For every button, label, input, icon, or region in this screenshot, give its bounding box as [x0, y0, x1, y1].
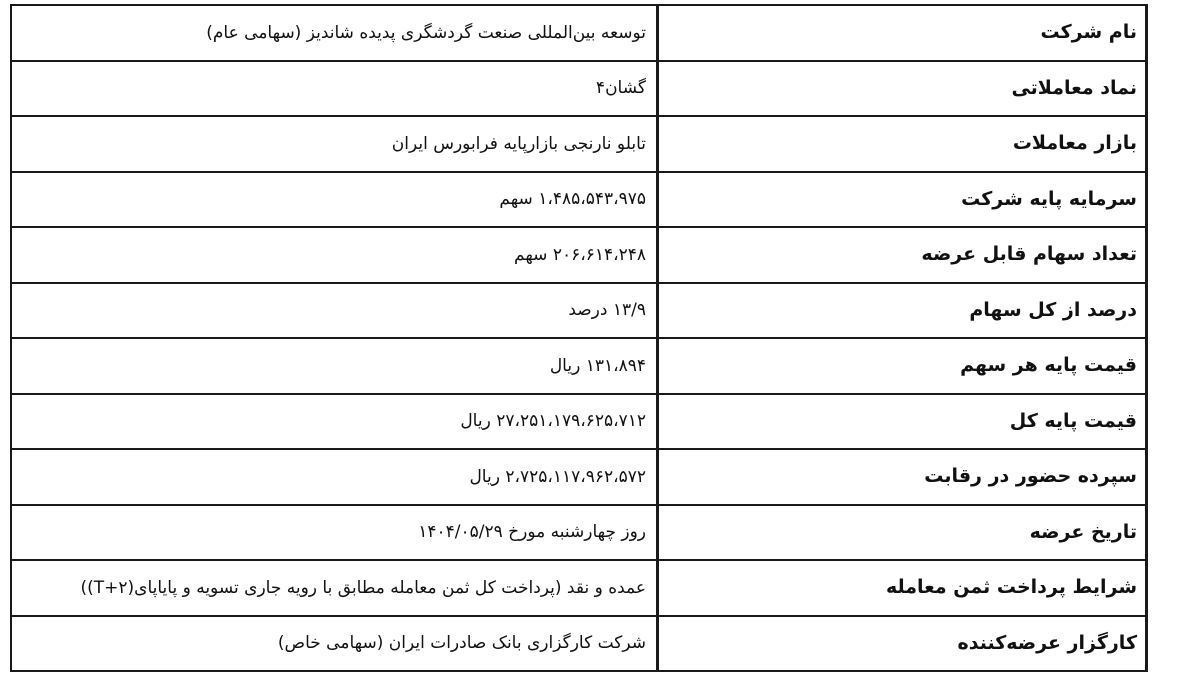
row-value: ۱،۴۸۵،۵۴۳،۹۷۵ سهم [11, 172, 658, 228]
row-label: سرمایه پایه شرکت [658, 172, 1147, 228]
offering-details-table [10, 4, 1148, 672]
row-value: روز چهارشنبه مورخ ۱۴۰۴/۰۵/۲۹ [11, 505, 658, 561]
table-row-share-percentage [11, 283, 1147, 339]
row-label: سپرده حضور در رقابت [658, 449, 1147, 505]
table-row-offering-broker [11, 616, 1147, 672]
row-value: توسعه بین‌المللی صنعت گردشگری پدیده شاندیز (سهامی عام) [11, 5, 658, 61]
row-label: درصد از کل سهام [658, 283, 1147, 339]
table-row-trading-symbol [11, 61, 1147, 117]
row-label: نام شرکت [658, 5, 1147, 61]
row-value: ۲۷،۲۵۱،۱۷۹،۶۲۵،۷۱۲ ریال [11, 394, 658, 450]
table-row-total-base-price [11, 394, 1147, 450]
row-label: کارگزار عرضه‌کننده [658, 616, 1147, 672]
row-value: شرکت کارگزاری بانک صادرات ایران (سهامی خاص) [11, 616, 658, 672]
table-row-company-name [11, 5, 1147, 61]
row-value: ۲۰۶،۶۱۴،۲۴۸ سهم [11, 227, 658, 283]
row-label: تعداد سهام قابل عرضه [658, 227, 1147, 283]
row-label: بازار معاملات [658, 116, 1147, 172]
table-row-offered-shares [11, 227, 1147, 283]
row-value: گشان۴ [11, 61, 658, 117]
row-label: تاریخ عرضه [658, 505, 1147, 561]
table-row-participation-deposit [11, 449, 1147, 505]
table-row-payment-terms [11, 560, 1147, 616]
table-row-base-capital [11, 172, 1147, 228]
row-value: ۱۳۱،۸۹۴ ریال [11, 338, 658, 394]
table-row-offering-date [11, 505, 1147, 561]
row-value: تابلو نارنجی بازارپایه فرابورس ایران [11, 116, 658, 172]
row-label: شرایط پرداخت ثمن معامله [658, 560, 1147, 616]
row-label: نماد معاملاتی [658, 61, 1147, 117]
row-label: قیمت پایه کل [658, 394, 1147, 450]
row-value: ۲،۷۲۵،۱۱۷،۹۶۲،۵۷۲ ریال [11, 449, 658, 505]
table-row-trading-market [11, 116, 1147, 172]
row-label: قیمت پایه هر سهم [658, 338, 1147, 394]
row-value: ۱۳/۹ درصد [11, 283, 658, 339]
table-row-price-per-share [11, 338, 1147, 394]
row-value: عمده و نقد (پرداخت کل ثمن معامله مطابق با رویه جاری تسویه و پایاپای(۲+T)) [11, 560, 658, 616]
